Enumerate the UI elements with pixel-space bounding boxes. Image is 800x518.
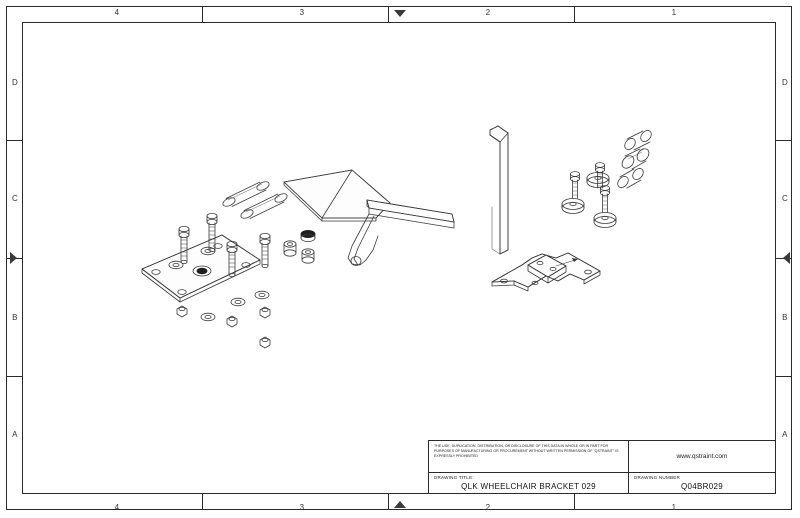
zone-label-left-a: A [12,430,18,439]
zone-label-top-2: 2 [485,8,491,17]
zone-label-bottom-1: 1 [671,503,677,512]
zone-label-left-b: B [12,313,18,322]
center-marker-left-icon [10,252,17,264]
zone-label-bottom-4: 4 [114,503,120,512]
center-marker-bottom-icon [394,501,406,508]
zone-label-bottom-2: 2 [485,503,491,512]
center-marker-top-icon [394,10,406,17]
frame-tick-bottom-3 [574,494,575,510]
disclaimer-text: THE USE, DUPLICATION, DISTRIBUTION, OR DISCLOSURE OF THIS DATA IN WHOLE OR IN PART FOR PURPOSES OF MANUFACTURING OR PROCUREMENT WITHOUT WRITTEN PERMISSION OF "QSTRAINT" IS EXPRESSLY PROHIBITED [429,441,629,472]
title-block-bottom-row [429,473,775,494]
frame-tick-left-3 [6,376,22,377]
drawing-title-label: DRAWING TITLE: [434,475,474,480]
frame-tick-left-1 [6,140,22,141]
zone-label-left-d: D [11,78,19,87]
frame-tick-right-1 [776,140,792,141]
exploded-assembly-drawing [22,22,776,494]
title-block [428,440,776,494]
drawing-number-label: DRAWING NUMBER [634,475,681,480]
zone-label-top-3: 3 [299,8,305,17]
frame-tick-bottom-2 [388,494,389,510]
drawing-number-cell [629,473,775,494]
drawing-title-value: QLK WHEELCHAIR BRACKET 029 [461,482,596,491]
frame-tick-top-3 [574,6,575,22]
frame-tick-top-1 [202,6,203,22]
company-website: www.qstraint.com [676,453,728,460]
center-marker-right-icon [783,252,790,264]
star-mount-plate [492,253,600,291]
zone-label-right-d: D [781,78,789,87]
gusset-plate [284,170,390,221]
frame-tick-bottom-1 [202,494,203,510]
drawing-title-cell [429,473,629,494]
hex-bolt-short-b [260,233,270,267]
carriage-bolt-cluster [562,128,653,227]
base-plate [142,235,260,302]
zone-label-right-a: A [782,430,788,439]
spacer-tube-b [240,192,289,220]
frame-tick-top-2 [388,6,389,22]
title-block-top-row [429,441,775,473]
hook-bar [490,126,508,254]
round-spacer-group-left [284,230,315,263]
frame-tick-right-3 [776,376,792,377]
zone-label-left-c: C [11,194,19,203]
zone-label-top-4: 4 [114,8,120,17]
zone-label-bottom-3: 3 [299,503,305,512]
hex-nut-group [177,306,270,348]
zone-label-right-c: C [781,194,789,203]
zone-label-right-b: B [782,313,788,322]
zone-label-top-1: 1 [671,8,677,17]
drawing-number-value: Q04BR029 [681,482,723,491]
